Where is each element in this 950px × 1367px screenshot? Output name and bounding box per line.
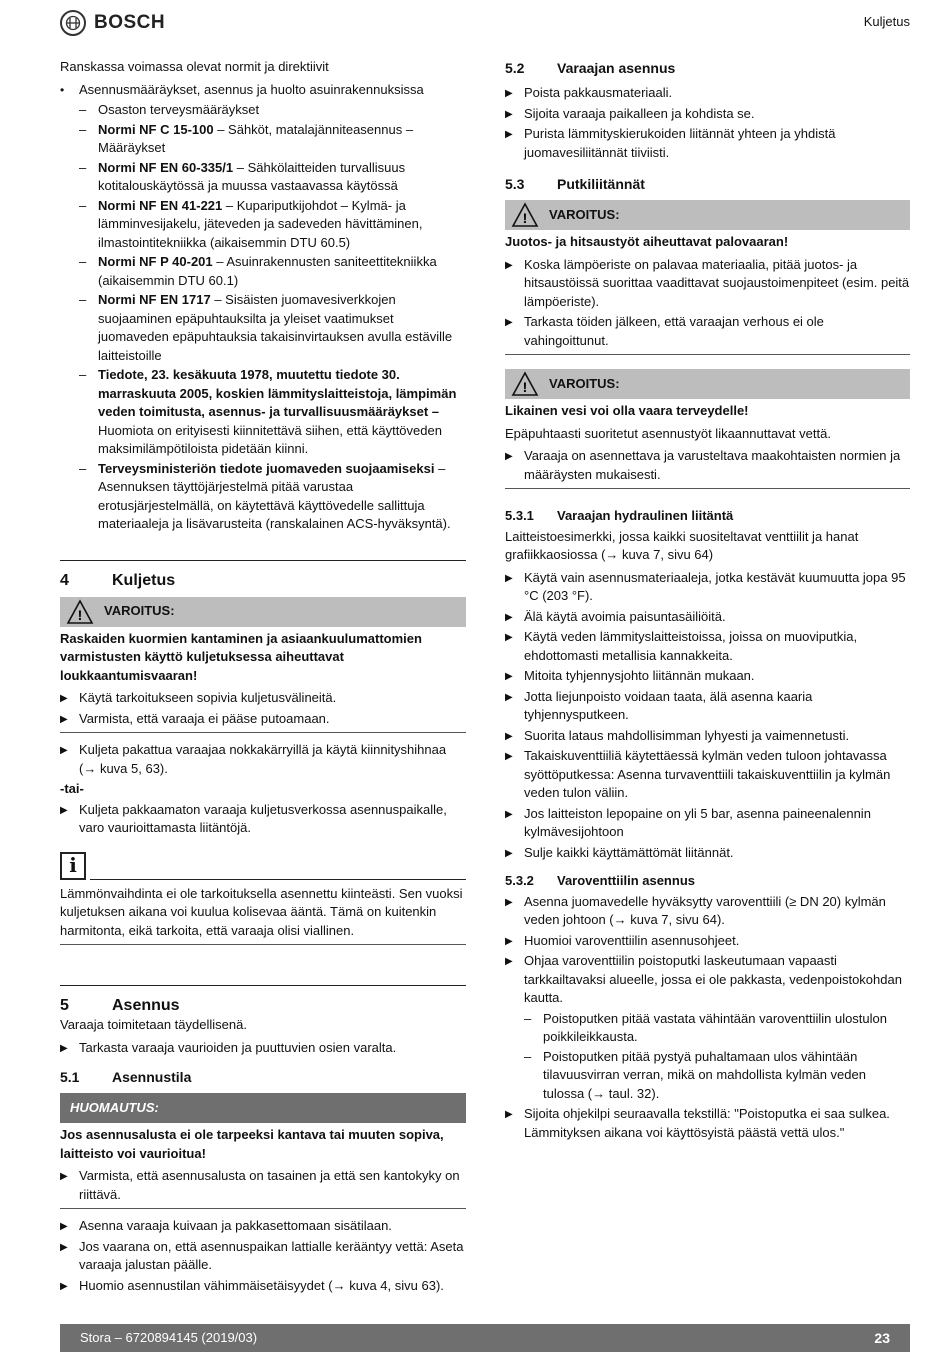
- list-item: ▶ Koska lämpöeriste on palavaa materiaalia, pitää juotos- ja hitsaustöissä suorittaa vaadittavat suojaustoimenpiteet (esim. peitä lämpöeriste).: [505, 256, 910, 312]
- left-column: [60, 58, 466, 1297]
- list-item: ▶ Tarkasta töiden jälkeen, että varaajan verhous ei ole vahingoittunut.: [505, 313, 910, 350]
- transport-list: [60, 741, 466, 778]
- dash-item: – Terveysministeriön tiedote juomaveden suojaamiseksi – Asennuksen täyttöjärjestelmä pitää varustaa erotusjärjestelmällä, on käytettävä käyttövedelle sallittuja materiaaleja ja lisävarusteita (ranskalainen ACS-hyväksyntä).: [79, 460, 466, 534]
- divider: [60, 732, 466, 733]
- notice-title: Jos asennusalusta ei ole tarpeeksi kantava tai muuten sopiva, laitteisto voi vaurioitua!: [60, 1127, 444, 1161]
- list-item: ▶ Purista lämmityskierukoiden liitännät yhteen ja yhdistä juomavesiliitännät tiiviisti.: [505, 125, 910, 162]
- brand-name: BOSCH: [94, 11, 166, 33]
- list-item: ▶ Varmista, että varaaja ei pääse putoamaan.: [60, 710, 466, 729]
- section-5-3-heading: 5.3 Putkiliitännät: [505, 176, 645, 192]
- section-5-3-2-list: [505, 893, 910, 1143]
- warning-bar: ! VAROITUS:: [60, 597, 466, 627]
- section-5-3-1-heading: 5.3.1 Varaajan hydraulinen liitäntä: [505, 508, 734, 523]
- info-icon: i: [60, 852, 86, 880]
- notice-bar: HUOMAUTUS:: [60, 1093, 466, 1123]
- norms-title: Ranskassa voimassa olevat normit ja direktiivit: [60, 59, 329, 74]
- svg-text:!: !: [522, 379, 528, 395]
- norms-bullet: • Asennusmääräykset, asennus ja huolto asuinrakennuksissa – Osaston terveysmääräykset – Normi NF C 15-100 – Sähköt, matalajänniteasennus – Määräykset – Normi NF EN 60-335/1 – Sähkölaitteiden turvallisuus kotitalouskäytössä ja muussa vastaavassa käytössä – Normi NF EN 41-221 – Kupariputkijohdot – Kylmä- ja lämminvesijakelu, jäteveden ja sadeveden hävittäminen, ilmastointitekniikka (aikaisemmin DTU 60.5) – Normi NF P 40-201 – Asuinrakennusten saniteettitekniikka (aikaisemmin DTU 60.1) – Normi NF EN 1717 – Sisäisten juomavesiverkkojen suojaaminen epäpuhtauksilta ja yleiset vaatimukset juomaveden epäpuhtauksia takaisinvirtauksen avulla estäville laitteistoille – Tiedote, 23. kesäkuuta 1978, muutettu tiedote 30. marraskuuta 2005, koskien lämmityslaitteistoja, lämpimän veden toimitusta, asennus- ja turvallisuusmääräykset – Huomiota on erityisesti kiinnitettävä siihen, että käyttöveden maksimilämpötiloista pidetään kiinni. – Terveysministeriön tiedote juomaveden suojaamiseksi – Asennuksen täyttöjärjestelmä pitää varustaa erotusjärjestelmällä, on käytettävä käyttövedelle sallittuja materiaaleja ja lisävarusteita (ranskalainen ACS-hyväksyntä).: [60, 81, 466, 534]
- warning-title: Juotos- ja hitsaustyöt aiheuttavat palovaaran!: [505, 234, 789, 249]
- running-head: Kuljetus: [863, 14, 910, 29]
- divider: [505, 354, 910, 355]
- page-number: 23: [874, 1329, 890, 1346]
- sub-dash-list: [524, 1010, 910, 1104]
- list-item: ▶ Suorita lataus mahdollisimman lyhyesti ja vaimennetusti.: [505, 727, 910, 746]
- list-item: ▶ Mitoita tyhjennysjohto liitännän mukaan.: [505, 667, 910, 686]
- list-item: ▶ Varaaja on asennettava ja varusteltava maakohtaisten normien ja määräysten mukaisesti.: [505, 447, 910, 484]
- right-column: [505, 58, 910, 1144]
- list-item: ▶ Jos laitteiston lepopaine on yli 5 bar, asenna paineenalennin kylmävesijohtoon: [505, 805, 910, 842]
- warning-text: Epäpuhtaasti suoritetut asennustyöt likaannuttavat vettä.: [505, 425, 831, 441]
- info-text: Lämmönvaihdinta ei ole tarkoituksella asennettu kiinteästi. Sen vuoksi kuljetuksen aikana voi kuulua kolisevaa ääntä. Tämä on kuitenkin harmitonta, eikä tarkoita, että varaaja olisi viallinen.: [60, 885, 463, 938]
- warning-title: Likainen vesi voi olla vaara terveydelle!: [505, 403, 749, 418]
- list-item: ▶ Käytä tarkoitukseen sopivia kuljetusvälineitä.: [60, 689, 466, 708]
- list-item: ▶ Asenna juomavedelle hyväksytty varoventtiili (≥ DN 20) kylmän veden johtoon (→ kuva 7, sivu 64).: [505, 893, 910, 930]
- dash-item: – Poistoputken pitää vastata vähintään varoventtiilin ulostulon poikkileikkausta.: [524, 1010, 910, 1047]
- space-list: [60, 1217, 466, 1295]
- warning-title: Raskaiden kuormien kantaminen ja asiaankuulumattomien varmistusten käyttö kuljetuksessa aiheuttavat loukkaantumisvaaran!: [60, 630, 422, 683]
- page-footer: [60, 1324, 910, 1352]
- warning-bar: ! VAROITUS:: [505, 200, 910, 230]
- section-5-3-1-list: [505, 569, 910, 863]
- norms-list: [60, 81, 466, 534]
- list-item: ▶ Kuljeta pakkaamaton varaaja kuljetusverkossa asennuspaikalle, varo vaurioittamasta liitäntöjä.: [60, 801, 466, 838]
- or-label: -tai-: [60, 781, 84, 796]
- list-item: ▶ Huomioi varoventtiilin asennusohjeet.: [505, 932, 910, 951]
- divider: [505, 488, 910, 489]
- section-4-heading: 4 Kuljetus: [60, 560, 466, 591]
- list-item: ▶ Varmista, että asennusalusta on tasainen ja että sen kantokyky on riittävä.: [60, 1167, 466, 1204]
- svg-text:!: !: [522, 210, 528, 226]
- list-item: ▶ Ohjaa varoventtiilin poistoputki laskeutumaan vapaasti tarkkailtavaksi alueelle, jossa ei ole pakkasta, vedenpoistokohdan kautta. – Poistoputken pitää vastata vähintään varoventtiilin ulostulon poikkileikkausta. – Poistoputken pitää pystyä puhaltamaan ulos vähintään tilavuusvirran verran, mikä on mahdollista kylmän veden tulossa (→ taul. 32).: [505, 952, 910, 1103]
- divider: [60, 944, 466, 945]
- dash-item: – Normi NF EN 1717 – Sisäisten juomavesiverkkojen suojaaminen epäpuhtauksilta ja yleiset vaatimukset juomaveden epäpuhtauksia takaisinvirtauksen avulla estäville laitteistoille: [79, 291, 466, 365]
- dash-item: – Tiedote, 23. kesäkuuta 1978, muutettu tiedote 30. marraskuuta 2005, koskien lämmityslaitteistoja, lämpimän veden toimitusta, asennus- ja turvallisuusmääräykset – Huomiota on erityisesti kiinnitettävä siihen, että käyttöveden maksimilämpötiloista pidetään kiinni.: [79, 366, 466, 459]
- list-item: ▶ Älä käytä avoimia paisuntasäiliöitä.: [505, 608, 910, 627]
- section-5-1-heading: 5.1 Asennustila: [60, 1069, 192, 1085]
- list-item: ▶ Käytä veden lämmityslaitteistoissa, joissa on muoviputkia, ehdottomasti metallisia kannakkeita.: [505, 628, 910, 665]
- divider: [60, 1208, 466, 1209]
- dash-item: – Normi NF EN 60-335/1 – Sähkölaitteiden turvallisuus kotitalouskäytössä ja muussa vastaavassa käytössä: [79, 159, 466, 196]
- warning-bar: ! VAROITUS:: [505, 369, 910, 399]
- dash-item: – Normi NF C 15-100 – Sähköt, matalajänniteasennus – Määräykset: [79, 121, 466, 158]
- warning-list: [505, 447, 910, 484]
- section-5-2-list: [505, 84, 910, 162]
- dash-item: – Normi NF P 40-201 – Asuinrakennusten saniteettitekniikka (aikaisemmin DTU 60.1): [79, 253, 466, 290]
- list-item: ▶ Sijoita varaaja paikalleen ja kohdista se.: [505, 105, 910, 124]
- list-item: ▶ Huomio asennustilan vähimmäisetäisyydet (→ kuva 4, sivu 63).: [60, 1277, 466, 1296]
- warning-list: [505, 256, 910, 351]
- warning-list: [60, 689, 466, 728]
- bosch-armature-icon: [60, 10, 86, 36]
- list-item: ▶ Poista pakkausmateriaali.: [505, 84, 910, 103]
- warning-triangle-icon: [511, 202, 539, 228]
- list-item: ▶ Asenna varaaja kuivaan ja pakkasettomaan sisätilaan.: [60, 1217, 466, 1236]
- brand-logo: [60, 10, 165, 36]
- list-item: ▶ Jos vaarana on, että asennuspaikan lattialle kerääntyy vettä: Aseta varaaja jalustan päälle.: [60, 1238, 466, 1275]
- section-5-intro: Varaaja toimitetaan täydellisenä.: [60, 1017, 247, 1032]
- dash-item: – Osaston terveysmääräykset: [79, 101, 466, 120]
- list-item: ▶ Takaiskuventtiiliä käytettäessä kylmän veden tuloon johtavassa syöttöputkessa: Asenna turvaventtiili takaiskuventtiilin ja kylmän veden tulon väliin.: [505, 747, 910, 803]
- list-item: ▶ Sulje kaikki käyttämättömät liitännät.: [505, 844, 910, 863]
- footer-doc-id: Stora – 6720894145 (2019/03): [80, 1329, 258, 1345]
- dash-item: – Normi NF EN 41-221 – Kupariputkijohdot – Kylmä- ja lämminvesijakelu, jäteveden ja sadeveden hävittäminen, ilmastointitekniikka (aikaisemmin DTU 60.5): [79, 197, 466, 253]
- section-5-heading: 5 Asennus: [60, 985, 466, 1016]
- norms-dash-list: [79, 101, 466, 534]
- section-5-list: [60, 1039, 466, 1058]
- dash-item: – Poistoputken pitää pystyä puhaltamaan ulos vähintään tilavuusvirran verran, mikä on mahdollista kylmän veden tulossa (→ taul. 32).: [524, 1048, 910, 1104]
- list-item: ▶ Sijoita ohjekilpi seuraavalla tekstillä: "Poistoputka ei saa sulkea. Lämmityksen aikana voi käyttösyistä päästä vettä ulos.": [505, 1105, 910, 1142]
- section-5-3-2-heading: 5.3.2 Varoventtiilin asennus: [505, 873, 695, 888]
- list-item: ▶ Kuljeta pakattua varaajaa nokkakärryillä ja käytä kiinnityshihnaa (→ kuva 5, 63).: [60, 741, 466, 778]
- list-item: ▶ Tarkasta varaaja vaurioiden ja puuttuvien osien varalta.: [60, 1039, 466, 1058]
- svg-text:!: !: [77, 606, 83, 623]
- info-header: [60, 852, 466, 880]
- section-5-2-heading: 5.2 Varaajan asennus: [505, 60, 676, 76]
- notice-list: [60, 1167, 466, 1204]
- warning-triangle-icon: [511, 371, 539, 397]
- list-item: ▶ Käytä vain asennusmateriaaleja, jotka kestävät kuumuutta jopa 95 °C (203 °F).: [505, 569, 910, 606]
- list-item: ▶ Jotta liejunpoisto voidaan taata, älä asenna kaaria tyhjennysputkeen.: [505, 688, 910, 725]
- transport-list-2: [60, 801, 466, 838]
- warning-triangle-icon: [66, 599, 94, 625]
- section-5-3-1-intro: Laitteistoesimerkki, jossa kaikki suositeltavat venttiilit ja hanat grafiikkaosiossa (→ kuva 7, sivu 64): [505, 528, 859, 562]
